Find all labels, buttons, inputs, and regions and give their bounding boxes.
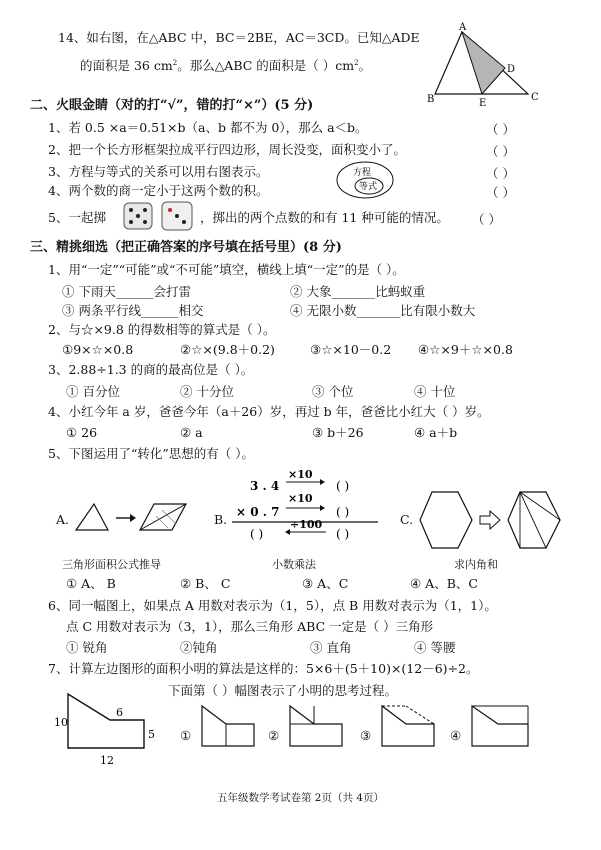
q1-stem: 1、用“一定”“可能”或“不可能”填空，横线上填“一定”的是（ ）。 bbox=[48, 262, 405, 277]
q6-option1: ① 锐角 bbox=[66, 640, 108, 655]
q1-option4: ④ 无限小数_______比有限小数大 bbox=[290, 303, 476, 318]
q3-option1: ① 百分位 bbox=[66, 384, 120, 399]
s2-item4: 4、两个数的商一定小于这两个数的积。 bbox=[48, 183, 269, 198]
dim-6: 6 bbox=[116, 706, 123, 719]
caption-c: 求内角和 bbox=[454, 558, 498, 571]
b-paren-1: ( ) bbox=[336, 479, 350, 493]
q6-line2: 点 C 用数对表示为（3，1），那么三角形 ABC 一定是（ ）三角形 bbox=[66, 619, 434, 634]
q3-option2: ② 十分位 bbox=[180, 384, 234, 399]
q3-option3: ③ 个位 bbox=[312, 384, 354, 399]
q7-line2: 下面第（ ）幅图表示了小明的思考过程。 bbox=[168, 683, 397, 698]
decimal-multiplication-figure bbox=[228, 464, 388, 544]
venn-outer-label: 方程 bbox=[353, 168, 372, 178]
composite-shape-figure bbox=[52, 690, 162, 770]
q5-option4: ④ A、B、C bbox=[410, 576, 478, 591]
b-paren-3: ( ) bbox=[250, 527, 264, 541]
option1-figure bbox=[198, 704, 258, 750]
fig-b-label: B. bbox=[214, 512, 228, 527]
q6-option3: ③ 直角 bbox=[310, 640, 352, 655]
answer-blank-3[interactable]: （ ） bbox=[486, 166, 515, 181]
hexagon-interior-angles-figure bbox=[418, 490, 578, 552]
b-div100: ÷100 bbox=[290, 518, 323, 531]
b-x10-top: ×10 bbox=[288, 468, 313, 481]
q6-option4: ④ 等腰 bbox=[414, 640, 456, 655]
venn-inner-label: 等式 bbox=[359, 182, 378, 192]
q4-option2: ② a bbox=[180, 425, 203, 440]
b-paren-4: ( ) bbox=[336, 527, 350, 541]
b-paren-2: ( ) bbox=[336, 505, 350, 519]
q14-line2: 的面积是 36 $cm^2$。那么△ABC 的面积是（ ）$cm^2$。 bbox=[80, 58, 372, 74]
answer-blank-1[interactable]: （ ） bbox=[486, 122, 515, 137]
caption-b: 小数乘法 bbox=[272, 558, 316, 571]
venn-equation-figure bbox=[335, 160, 395, 200]
q5-stem: 5、下图运用了“转化”思想的有（ ）。 bbox=[48, 446, 254, 461]
answer-blank-5[interactable]: （ ） bbox=[472, 212, 501, 227]
choice-mark-4: ④ bbox=[450, 728, 462, 743]
q5-option1: ① A、 B bbox=[66, 576, 116, 591]
label-e: E bbox=[479, 98, 487, 109]
option4-figure bbox=[468, 704, 532, 750]
dim-10: 10 bbox=[54, 716, 68, 729]
q6-option2: ②钝角 bbox=[180, 640, 218, 655]
fig-c-label: C. bbox=[400, 512, 414, 527]
label-b: B bbox=[427, 94, 435, 105]
b-row2: × 0 . 7 bbox=[236, 505, 280, 519]
q1-option2: ② 大象_______比蚂蚁重 bbox=[290, 284, 426, 299]
s2-item5-tail: ，掷出的两个点数的和有 11 种可能的情况。 bbox=[200, 210, 449, 225]
q2-option3: ③☆×10－0.2 bbox=[310, 342, 392, 357]
option3-figure bbox=[378, 704, 438, 750]
b-row1: 3 . 4 bbox=[250, 479, 280, 493]
q14-line1: 14、如右图，在△ABC 中，BC＝2BE，AC＝3CD。已知△ADE bbox=[58, 30, 420, 45]
option2-figure bbox=[286, 704, 346, 750]
q6-line1: 6、同一幅图上，如果点 A 用数对表示为（1，5），点 B 用数对表示为（1，1）。 bbox=[48, 598, 497, 613]
q7-line1: 7、计算左边图形的面积小明的算法是这样的：5×6＋(5＋10)×(12－6)÷2。 bbox=[48, 661, 479, 676]
q2-option1: ①9×☆×0.8 bbox=[62, 342, 134, 357]
q4-option4: ④ a＋b bbox=[414, 425, 458, 440]
label-a: A bbox=[459, 22, 467, 33]
answer-blank-2[interactable]: （ ） bbox=[486, 144, 515, 159]
triangle-abc-figure bbox=[425, 22, 545, 112]
q2-stem: 2、与☆×9.8 的得数相等的算式是（ ）。 bbox=[48, 322, 276, 337]
s2-item2: 2、把一个长方形框架拉成平行四边形，周长没变，面积变小了。 bbox=[48, 142, 406, 157]
dim-5: 5 bbox=[148, 728, 155, 741]
dim-12: 12 bbox=[100, 754, 114, 767]
choice-mark-1: ① bbox=[180, 728, 192, 743]
section3-title: 三、精挑细选（把正确答案的序号填在括号里）(8 分) bbox=[30, 240, 342, 255]
choice-mark-2: ② bbox=[268, 728, 280, 743]
choice-mark-3: ③ bbox=[360, 728, 372, 743]
s2-item1: 1、若 0.5 ×a＝0.51×b（a、b 都不为 0），那么 a＜b。 bbox=[48, 120, 368, 135]
section2-title: 二、火眼金睛（对的打“√”，错的打“×”）(5 分) bbox=[30, 98, 314, 113]
q3-option4: ④ 十位 bbox=[414, 384, 456, 399]
caption-a: 三角形面积公式推导 bbox=[62, 558, 161, 571]
label-c: C bbox=[531, 92, 539, 103]
q4-option1: ① 26 bbox=[66, 425, 98, 440]
page-footer: 五年级数学考试卷第 2页（共 4页） bbox=[216, 792, 385, 804]
q5-option3: ③ A、C bbox=[302, 576, 349, 591]
fig-a-label: A. bbox=[56, 512, 70, 527]
answer-blank-4[interactable]: （ ） bbox=[486, 185, 515, 200]
s2-item3: 3、方程与等式的关系可以用右图表示。 bbox=[48, 164, 269, 179]
label-d: D bbox=[507, 64, 516, 75]
b-x10-mid: ×10 bbox=[288, 492, 313, 505]
q1-option3: ③ 两条平行线______相交 bbox=[62, 303, 204, 318]
q4-stem: 4、小红今年 a 岁，爸爸今年（a＋26）岁，再过 b 年，爸爸比小红大（ ）岁。 bbox=[48, 404, 490, 419]
q4-option3: ③ b＋26 bbox=[312, 425, 364, 440]
q1-option1: ① 下雨天______会打雷 bbox=[62, 284, 191, 299]
q2-option2: ②☆×(9.8＋0.2) bbox=[180, 342, 275, 357]
triangle-to-parallelogram-figure bbox=[72, 500, 192, 536]
q3-stem: 3、2.88÷1.3 的商的最高位是（ ）。 bbox=[48, 362, 254, 377]
q2-option4: ④☆×9＋☆×0.8 bbox=[418, 342, 513, 357]
s2-item5-head: 5、一起掷 bbox=[48, 210, 106, 225]
dice-icon bbox=[122, 200, 198, 232]
q5-option2: ② B、 C bbox=[180, 576, 231, 591]
